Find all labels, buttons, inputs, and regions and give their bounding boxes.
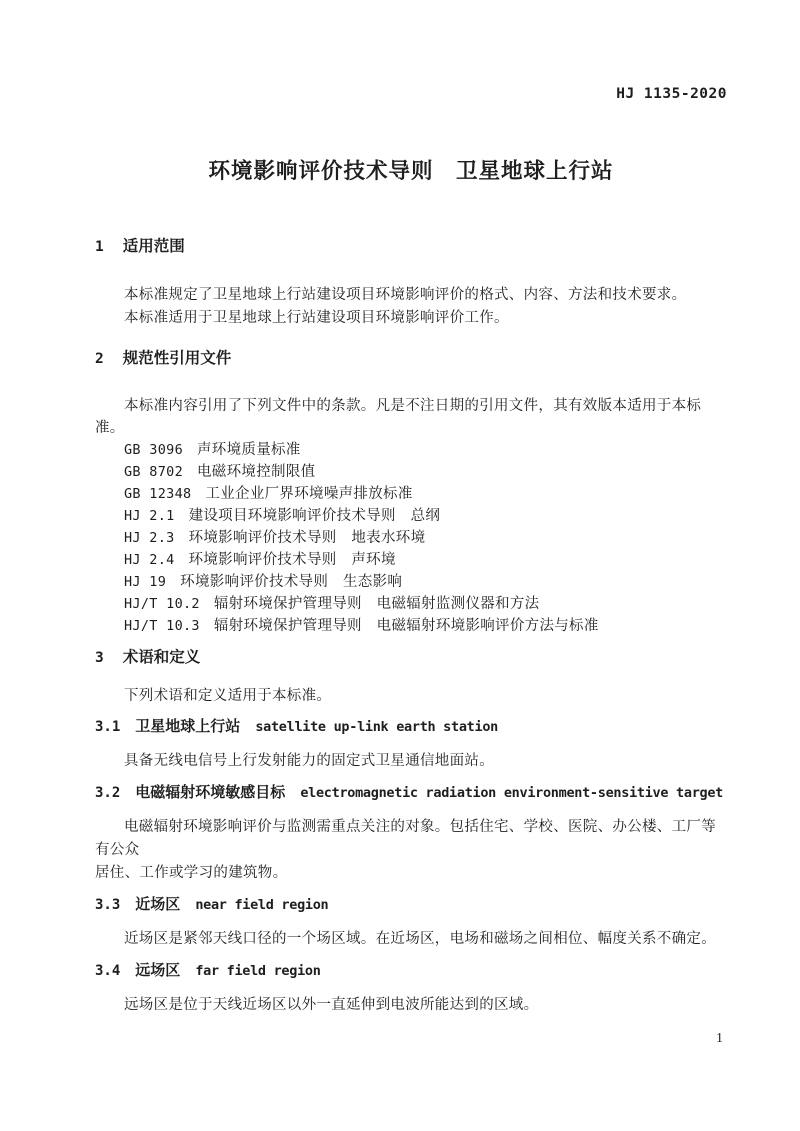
term-name-zh: 近场区 — [135, 896, 181, 913]
term-3-2-heading — [95, 783, 727, 803]
section-1-paragraph: 本标准适用于卫星地球上行站建设项目环境影响评价工作。 — [124, 310, 509, 326]
reference-code: GB 12348 — [124, 486, 192, 502]
term-number: 3.1 — [95, 719, 121, 735]
term-name-en: far field region — [195, 963, 321, 979]
term-3-3-heading — [95, 895, 727, 915]
section-2-title: 规范性引用文件 — [122, 350, 232, 367]
term-3-4-heading — [95, 961, 727, 981]
term-name-zh: 电磁辐射环境敏感目标 — [135, 784, 286, 801]
term-name-en: near field region — [195, 897, 329, 913]
term-number: 3.3 — [95, 897, 121, 913]
term-name-en: satellite up-link earth station — [255, 719, 498, 735]
term-3-2-definition: 居住、工作或学习的建筑物。 — [95, 865, 288, 881]
term-3-2-definition: 电磁辐射环境影响评价与监测需重点关注的对象。包括住宅、学校、医院、办公楼、工厂等有公众 — [95, 819, 716, 858]
reference-item — [124, 461, 727, 483]
section-3-title: 术语和定义 — [122, 649, 201, 666]
term-name-zh: 卫星地球上行站 — [135, 718, 241, 735]
doc-number: HJ 1135-2020 — [616, 86, 727, 102]
reference-title: 环境影响评价技术导则 生态影响 — [180, 574, 403, 590]
reference-item — [124, 505, 727, 527]
reference-code: HJ/T 10.3 — [124, 618, 200, 634]
section-2-heading — [95, 350, 727, 368]
reference-item — [124, 439, 727, 461]
section-3-intro: 下列术语和定义适用于本标准。 — [124, 688, 332, 704]
reference-title: 工业企业厂界环境噪声排放标准 — [205, 486, 413, 502]
section-1-heading — [95, 238, 727, 256]
reference-code: HJ/T 10.2 — [124, 596, 200, 612]
section-3-heading — [95, 649, 727, 667]
reference-code: HJ 2.4 — [124, 552, 175, 568]
reference-item — [124, 615, 727, 637]
term-3-1-definition: 具备无线电信号上行发射能力的固定式卫星通信地面站。 — [124, 753, 494, 769]
reference-title: 建设项目环境影响评价技术导则 总纲 — [188, 508, 441, 524]
section-3-number: 3 — [95, 650, 104, 666]
reference-code: GB 3096 — [124, 442, 183, 458]
reference-title: 辐射环境保护管理导则 电磁辐射监测仪器和方法 — [213, 596, 540, 612]
section-1-title: 适用范围 — [122, 238, 185, 255]
reference-item — [124, 549, 727, 571]
reference-item — [124, 483, 727, 505]
term-3-4-definition: 远场区是位于天线近场区以外一直延伸到电波所能达到的区域。 — [124, 997, 539, 1013]
reference-title: 辐射环境保护管理导则 电磁辐射环境影响评价方法与标准 — [213, 618, 599, 634]
term-number: 3.2 — [95, 785, 121, 801]
reference-title: 环境影响评价技术导则 地表水环境 — [188, 530, 426, 546]
term-name-zh: 远场区 — [135, 962, 181, 979]
section-1-paragraph: 本标准规定了卫星地球上行站建设项目环境影响评价的格式、内容、方法和技术要求。 — [124, 287, 687, 303]
reference-title: 电磁环境控制限值 — [197, 464, 316, 480]
reference-item — [124, 593, 727, 615]
section-2 — [95, 350, 727, 637]
term-3-1-heading — [95, 717, 727, 737]
reference-code: HJ 2.1 — [124, 508, 175, 524]
reference-title: 声环境质量标准 — [197, 442, 301, 458]
reference-item — [124, 527, 727, 549]
section-1-number: 1 — [95, 239, 104, 255]
reference-title: 环境影响评价技术导则 声环境 — [188, 552, 396, 568]
section-3 — [95, 649, 727, 1017]
page-number: 1 — [716, 1031, 723, 1046]
section-2-number: 2 — [95, 351, 104, 367]
term-3-3-definition: 近场区是紧邻天线口径的一个场区域。在近场区，电场和磁场之间相位、幅度关系不确定。 — [124, 931, 716, 947]
reference-code: GB 8702 — [124, 464, 183, 480]
reference-code: HJ 19 — [124, 574, 167, 590]
term-name-en: electromagnetic radiation environment-sensitive target — [300, 785, 724, 801]
term-number: 3.4 — [95, 963, 121, 979]
reference-code: HJ 2.3 — [124, 530, 175, 546]
section-1 — [95, 238, 727, 330]
section-2-intro: 本标准内容引用了下列文件中的条款。凡是不注日期的引用文件，其有效版本适用于本标准。 — [95, 398, 702, 436]
document-title: 环境影响评价技术导则 卫星地球上行站 — [208, 159, 614, 183]
reference-item — [124, 571, 727, 593]
